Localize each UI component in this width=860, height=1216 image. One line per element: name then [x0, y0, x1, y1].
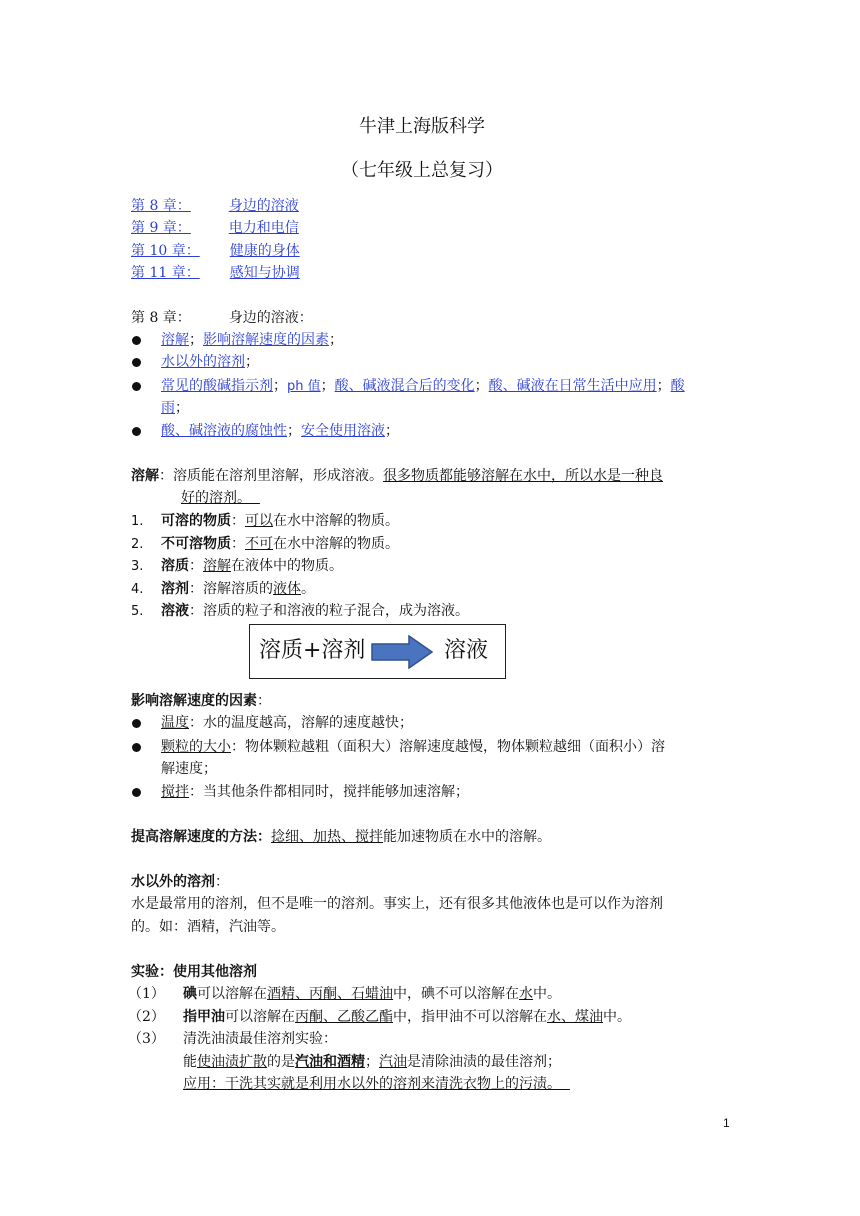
link-other-solvent[interactable]: 水以外的溶剂	[161, 354, 245, 370]
toc-link-ch10[interactable]	[131, 241, 300, 262]
page-number: 1	[723, 1116, 730, 1130]
bullet-dot	[132, 743, 141, 752]
toc-num: 第 10 章：	[131, 243, 200, 259]
dissolve-item-4-text: 溶剂：溶解溶质的液体。	[161, 581, 315, 597]
flow-left-text: 溶质+溶剂	[259, 638, 366, 663]
factor-stirring: 搅拌：当其他条件都相同时，搅拌能够加速溶解；	[161, 784, 469, 800]
link-dissolve-factors[interactable]: 影响溶解速度的因素	[203, 332, 329, 348]
ch8-bullet-4: 酸、碱溶液的腐蚀性；安全使用溶液；	[161, 423, 399, 439]
link-safe-use[interactable]: 安全使用溶液	[301, 423, 385, 439]
toc-link-ch9[interactable]	[131, 218, 299, 239]
dissolve-def-cont: 好的溶剂。	[181, 490, 251, 506]
ch8-bullet-2: 水以外的溶剂；	[161, 354, 259, 370]
ch8-bullet-3: 常见的酸碱指示剂；ph 值；酸、碱液混合后的变化；酸、碱液在日常生活中应用；酸	[161, 378, 685, 394]
dissolve-item-5: 5.	[131, 604, 144, 619]
dissolve-item-3: 3.	[131, 559, 144, 574]
toc-num: 第 9 章：	[131, 220, 191, 236]
toc-num: 第 11 章：	[131, 265, 200, 281]
doc-title: 牛津上海版科学	[359, 116, 485, 137]
exp-item-1: 碘可以溶解在酒精、丙酮、石蜡油中，碘不可以溶解在水中。	[183, 986, 561, 1002]
bullet-dot	[132, 719, 141, 728]
dissolve-item-2: 2.	[131, 537, 144, 552]
other-solvent-p1: 水是最常用的溶剂，但不是唯一的溶剂。事实上，还有很多其他液体也是可以作为溶剂	[131, 896, 663, 912]
exp-item-3-line-1: 能使油渍扩散的是汽油和酒精；汽油是清除油渍的最佳溶剂；	[183, 1054, 561, 1070]
exp-item-2: 指甲油可以溶解在丙酮、乙酸乙酯中，指甲油不可以溶解在水、煤油中。	[183, 1009, 631, 1025]
other-solvent-heading: 水以外的溶剂：	[131, 874, 229, 890]
link-corrosive[interactable]: 酸、碱溶液的腐蚀性	[161, 423, 287, 439]
bullet-dot	[132, 427, 141, 436]
method-line: 提高溶解速度的方法：捻细、加热、搅拌能加速物质在水中的溶解。	[131, 829, 551, 845]
bullet-dot	[132, 336, 141, 345]
exp-item-3-num: （3）	[128, 1031, 165, 1047]
dissolve-def: 溶解：溶质能在溶剂里溶解，形成溶液。很多物质都能够溶解在水中，所以水是一种良	[131, 468, 663, 484]
toc-num: 第 8 章：	[131, 198, 191, 214]
factor-temperature: 温度：水的温度越高，溶解的速度越快；	[161, 715, 413, 731]
link-acid-rain-a[interactable]: 酸	[670, 378, 685, 394]
other-solvent-p2: 的。如：酒精，汽油等。	[131, 919, 285, 935]
link-indicator[interactable]: 常见的酸碱指示剂	[161, 378, 273, 394]
experiment-heading: 实验：使用其他溶剂	[131, 964, 257, 980]
factors-heading: 影响溶解速度的因素：	[131, 693, 271, 709]
toc-name: 健康的身体	[229, 243, 300, 259]
ch8-heading: 第 8 章： 身边的溶液：	[131, 310, 313, 326]
link-acid-base-mix[interactable]: 酸、碱液混合后的变化	[334, 378, 475, 394]
factor-particle-size-cont: 解速度；	[161, 761, 217, 777]
toc-link-ch11[interactable]	[131, 263, 300, 284]
dissolve-item-2-text: 不可溶物质：不可在水中溶解的物质。	[161, 536, 399, 552]
bullet-dot	[132, 382, 141, 391]
exp-item-2-num: （2）	[128, 1009, 165, 1025]
exp-item-1-num: （1）	[128, 986, 165, 1002]
link-acid-base-life[interactable]: 酸、碱液在日常生活中应用	[488, 378, 657, 394]
link-acid-rain-b[interactable]: 雨	[161, 400, 175, 416]
dissolve-item-1-text: 可溶的物质：可以在水中溶解的物质。	[161, 513, 399, 529]
toc-name: 身边的溶液	[228, 198, 299, 214]
toc-name: 电力和电信	[228, 220, 299, 236]
flow-right-text: 溶液	[444, 638, 489, 663]
bullet-dot	[132, 358, 141, 367]
doc-subtitle: （七年级上总复习）	[341, 160, 503, 181]
exp-item-3: 清洗油渍最佳溶剂实验：	[183, 1031, 337, 1047]
link-dissolve[interactable]: 溶解	[161, 332, 189, 348]
dissolve-item-4: 4.	[131, 582, 144, 597]
solution-flow-box	[249, 624, 506, 679]
exp-item-3-line-2: 应用：干洗其实就是利用水以外的溶剂来清洗衣物上的污渍。	[183, 1076, 561, 1092]
dissolve-item-1: 1.	[131, 514, 144, 529]
toc-link-ch8[interactable]	[131, 196, 299, 217]
bullet-dot	[132, 788, 141, 797]
link-ph[interactable]: ph 值	[287, 379, 321, 394]
dissolve-item-3-text: 溶质：溶解在液体中的物质。	[161, 558, 343, 574]
factor-particle-size: 颗粒的大小：物体颗粒越粗（面积大）溶解速度越慢，物体颗粒越细（面积小）溶	[161, 739, 665, 755]
ch8-bullet-3-cont: 雨；	[161, 400, 189, 416]
ch8-bullet-1: 溶解；影响溶解速度的因素；	[161, 332, 343, 348]
dissolve-item-5-text: 溶液：溶质的粒子和溶液的粒子混合，成为溶液。	[161, 603, 469, 619]
toc-name: 感知与协调	[229, 265, 300, 281]
arrow-right-icon	[371, 635, 433, 669]
